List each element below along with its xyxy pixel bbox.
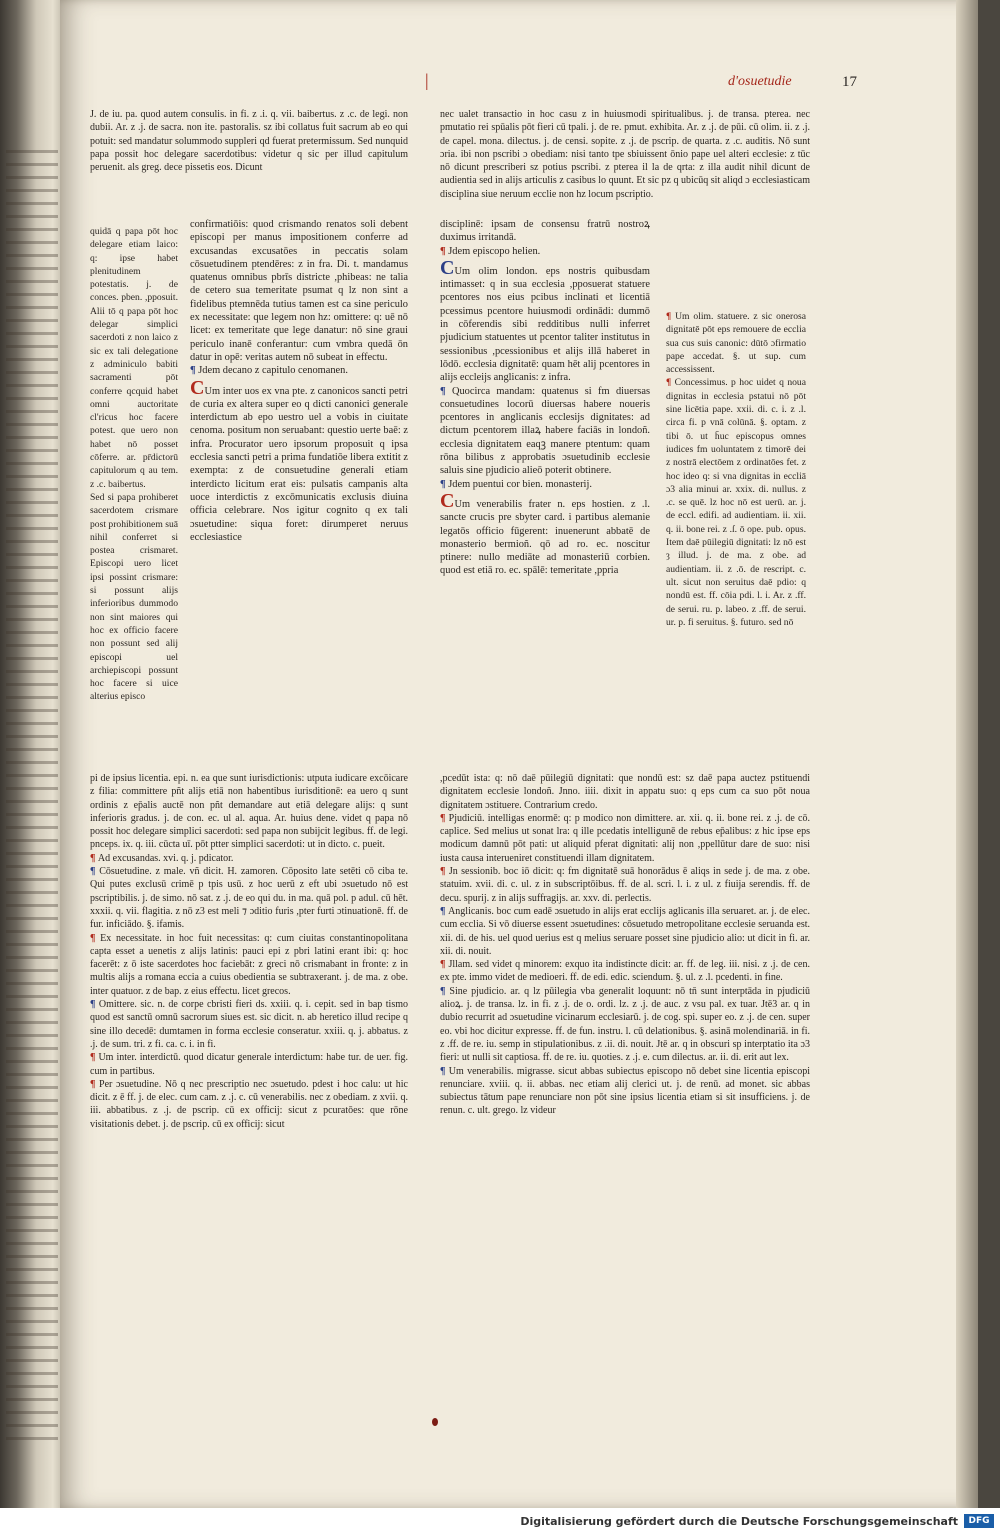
paragraph-mark: ¶ bbox=[440, 959, 449, 971]
paragraph-mark: ¶ bbox=[666, 377, 675, 389]
funding-credit: Digitalisierung gefördert durch die Deutsche Forschungsgemeinschaft bbox=[520, 1515, 958, 1528]
paragraph-mark: ¶ bbox=[90, 852, 98, 864]
rubric-heading: ¶ Jdem decano z capitulo cenomanen. bbox=[190, 365, 348, 377]
paragraph-mark: ¶ bbox=[440, 905, 449, 917]
gloss-paragraph: ¶ Um venerabilis. migrasse. sicut abbas subiectus episcopo nō debet sine licentia episcopi renunciare. xviii. q. ii. abbas. nec etiam alij clerici ut. j. de renū. ad monet. sic abbas subiectus tātum pape renunciare non pōt sine ipsius licentia etiam si sit insufficiens. j. de renun. c. ult. grego. lz videur bbox=[440, 1065, 811, 1117]
dfg-logo: DFG bbox=[964, 1514, 994, 1528]
gloss-paragraph: ¶ Um olim. statuere. z sic onerosa dignitatē pōt eps remouere de ecclia sua cus suis canonic: dūtō ɔfirmatio pape accedat. §. ut sup. cum accessissent. bbox=[666, 311, 806, 376]
gloss-paragraph: ¶ Um inter. interdictū. quod dicatur generale interdictum: habe tur. de uer. fig. cum in partibus. bbox=[90, 1052, 409, 1077]
page-fore-edge bbox=[956, 0, 978, 1508]
gloss-paragraph: ,pcedūt ista: q: nō daē pūilegiū dignitati: que nondū est: sz daē papa auctez pstituendi dignitatem ecclesie londoñ. Jnno. iiii. dixit in appatu suo: q eps cum ca suo pōt noua dignitatem ɔstituere. Contrarium credo. bbox=[440, 773, 810, 811]
paragraph-mark: ¶ bbox=[90, 1052, 99, 1064]
gloss-paragraph: ¶ Cōsuetudine. z male. vñ dicit. H. zamoren. Cōposito late setēti cō ciba te. Qui putes exclusū crimē p tpis usū. z hoc uerū z eft ubi ɔsuetudo nō est pscriptibilis. j. de simo. nō sat. z .j. de eo qui du. in ma. quā pol. p adul. cū hēt. xxxii. q. vii. flagitia. z nō z3 est meli ⁊ ɔditio furis ,pter furti ɔtinuationē. ff. de fur. inficiādo. §. ifamis. bbox=[90, 866, 408, 931]
rubric-heading: ¶ Jdem puentui cor bien. monasterij. bbox=[440, 478, 592, 490]
initial-c-red: C bbox=[190, 376, 205, 399]
gloss-paragraph: quidā q papa pōt hoc delegare etiam laico: q: ipse habet plenitudinem potestatis. j. de conces. pben. ,pposuit. Alii tō q papa pōt hoc delegar simplici sacerdoti z non laico z sic ex tali delegatione z adminiculo babiti sacramenti pōt conferre qcquid habet omni auctoritate cl'ricus hoc facere potest. que uero non habet nō posset cōferre. ar. pr̄dictorū capitulorum q au tem. z .c. baibertus. bbox=[90, 226, 178, 490]
paragraph-mark: ¶ bbox=[440, 478, 449, 490]
paragraph-mark: ¶ bbox=[90, 866, 100, 878]
gloss-paragraph: ¶ Jllam. sed videt q minorem: exquo ita indistincte dicit: ar. ff. de leg. iii. nisi. z .j. de cen. ex pte. immo videt de medioeri. ff. de edi. edic. sciendum. §. ul. z .l. pcedenti. in fine. bbox=[440, 959, 810, 984]
gloss-left-narrow bbox=[90, 225, 178, 704]
gloss-paragraph: J. de iu. pa. quod autem consulis. in fi. z .i. q. vii. baibertus. z .c. de legi. non dubii. Ar. z .j. de sacra. non ite. pastoralis. sz ibi collatus fuit sacrum ab eo qui potuit: sed mandatur solummodo suppleri qd fuerat pretermissum. Sed nunquid papa possit hoc delegare sacerdotibus: videtur q sic per illud capitulum peruenit. als greg. dece pissetis eos. Dicunt bbox=[90, 109, 408, 174]
main-paragraph: CUm inter uos ex vna pte. z canonicos sancti petri de curia ex altera super eo q dicti canonici generale interdictum ab epo uestro uel a vobis in ciuitate cenoma. positum non seruabant: questio uerte baē: z infra. Procurator uero ipsorum proposuit q ipsa ecclesia sancti petri a prima fundatiōe libera extitit z exempta: z de consuetudine generali etiam interdicto licitum erat eis: pulsatis campanis alta uoce interdictis z excōmunicatis exclusis diuina officia celebrare. Nos igitur cognito q ex tali ɔsuetudine: siqua foret: dirumperet neruus ecclesiastice bbox=[190, 376, 408, 543]
folio-number: 17 bbox=[842, 74, 857, 90]
initial-c-blue: C bbox=[440, 256, 455, 279]
gloss-paragraph: ¶ Jn sessionib. boc iō dicit: q: fm dignitatē suā honorādus ē aliqs in sede j. de ma. z obe. statuim. xvii. di. c. ul. z in subscriptōibus. ff. de al. scri. l. i. z ul. z fiuija serendis. ff. de decu. spurij. z in alijs suffragijs. ar. xxv. di. perlectis. bbox=[440, 866, 810, 904]
gloss-paragraph: Sed si papa prohiberet sacerdotem crismare post prohibitionem suā nihil conferret si postea crismaret. Episcopi uero licet ipsi possint crismare: si possunt alijs inferioribus dummodo non sint maiores qui hoc ex officio facere non possunt sed alij episcopi uel archiepiscopi possunt hoc facere si uice alterius episco bbox=[90, 491, 178, 703]
gloss-paragraph: ¶ Sine pjudicio. ar. q lz pūilegia vba generalit loquunt: nō tn̄ sunt interptāda in pjudiciū alioꝝ. j. de transa. lz. in fi. z .j. de o. ordi. lz. z .j. de auc. z vsu pal. ex tuar. Jtē3 ar. q in dubio recurrit ad ɔsuetudine vicinarum ecclesiarū. j. de cog. spi. super eo. z .j. de cen. super eo. vbi hoc dicitur expresse. ff. de fun. instru. l. cū delationibus. §. asinā molendinariā. in fi. z .ff. de re. iu. semp in stipulationibus. z .ii. di. nouit. Jtē ar. q in obscuri sp interptatio ita ɔ3 fieri: ut nulli sit captiosa. ff. de re. iu. quoties. z .j. e. cum dilectus. ar. ii. di. erit aut lex. bbox=[440, 985, 811, 1064]
gloss-left-top bbox=[90, 108, 408, 174]
paragraph-mark: ¶ bbox=[666, 311, 676, 322]
paragraph-mark: ¶ bbox=[440, 985, 450, 997]
ink-spot bbox=[432, 1418, 438, 1426]
gloss-paragraph: pi de ipsius licentia. epi. n. ea que sunt iurisdictionis: utputa iudicare excōicare z filia: committere pñt alijs etiā non habentibus iurisditionē: ea uero q sunt ordinis z ep̄alis auctē non pñt demandare aut etiā delegare alijs: q sunt inferioris gradus. j. de con. ec. ul al. aqua. Ar. huius dene. videt q papa nō possit hoc delegare simplici sacerdoti: sed papa non subijcit legibus. ff. de legi. pnceps. ix. q. iii. cūcta uī. pōt ptter simplici sacerdoti: ut in dicto. c. pueit. bbox=[90, 773, 408, 851]
paragraph-mark: ¶ bbox=[440, 812, 449, 824]
previous-page-text-lines bbox=[6, 150, 58, 1450]
footer-bar bbox=[0, 1508, 1000, 1534]
paragraph-mark: ¶ bbox=[90, 1078, 100, 1090]
initial-c-red: C bbox=[440, 489, 455, 512]
main-paragraph: disciplinē: ipsam de consensu fratrū nostroꝝ duximus irritandā. bbox=[440, 219, 650, 244]
paragraph-mark: ¶ bbox=[190, 365, 199, 377]
gloss-paragraph: ¶ Anglicanis. boc cum eadē ɔsuetudo in alijs erat ecclijs aglicanis illa seruaret. ar. j. de elec. cum ecclia. Si vō diuerse essent ɔsuetudines: cōsuetudo metropolitane ecclesie seruanda est. xii. di. de his. uel quod uerius est q melius seruare posset sine pjudicio alio: ut dicit in fi. ar. xii. di. nouit. bbox=[440, 905, 810, 957]
rubric-heading: ¶ Jdem episcopo helien. bbox=[440, 245, 541, 257]
main-paragraph: CUm venerabilis frater n. eps hostien. z .l. sancte crucis pre sbyter card. i partibus alemanie legatōs officio fūgerent: inuenerunt abbatē de monasterio bermioñ. qō ad ro. ec. noscitur ptinere: nullo mediāte ad monasteriū corbien. quod est etiā ro. ec. spālē: temeritate ,ppria bbox=[440, 489, 650, 577]
gloss-right-top bbox=[440, 108, 810, 201]
gloss-paragraph: ¶ Ex necessitate. in hoc fuit necessitas: q: cum ciuitas constantinopolitana capta esset a uenetis z alijs latinis: pauci epi z pbri latini erant ibi: q: hoc facerēt: z ō iste sacerdotes hoc faciebāt: z greci nō crismabant in fronte: z in multis alijs a romana eccia a cuius obedientia se subtraxerant. j. de ma. z obe. inter quatuor. z de bap. z eius effectu. licet grecos. bbox=[90, 932, 408, 997]
paragraph-mark: ¶ bbox=[440, 866, 449, 878]
gloss-paragraph: ¶ Ad excusandas. xvi. q. j. pdicator. bbox=[90, 852, 234, 864]
paragraph-mark: ¶ bbox=[90, 999, 99, 1011]
gloss-right-narrow bbox=[666, 310, 806, 629]
gloss-paragraph: ¶ Concessimus. p hoc uidet q noua dignitas in ecclesia pstatui nō pōt sine licētia pape. xxii. di. c. i. z .l. circa fi. p vnā colūnā. §. optam. z tibi ō. ut h̄uc episcopus omnes iudices fm uoluntatem z timorē dei z nostrā electōem z ordinatōes fet. z hoc ideo q: si vna dignitas in eccliā ɔ3 alia minui ar. xxix. di. nullus. z .c. se quē. lz hoc nō est uerū. ar. j. de eccl. edifi. ad audientiam. ii. xii. q. ii. bone rei. z .ſ. ō ope. pub. opus. Item daē pūilegiū dignitati: lz nō est ȝ illud. j. de ma. z obe. ad audientiam. ii. z .ō. de rescript. c. ult. sicut non seruitus daē pdio: q nondū est. ff. cōia pdi. l. i. Ar. z .ff. de serui. ru. p. labeo. z .ff. de serui. ur. p. fi seruitus. §. futuro. sed nō bbox=[666, 377, 806, 628]
gloss-paragraph: ¶ Omittere. sic. n. de corpe cbristi fieri ds. xxiii. q. i. cepit. sed in bap tismo quod est sanctū omnū sacrorum siues est. sic dicit. n. ab heretico illud recipe q sine illo decedē: dumtamen in forma ecclesie conseratur. xxiii. q. j. abbatus. z .j. de sum. tri. z fi. ca. c. i. in fi. bbox=[90, 999, 408, 1050]
gloss-paragraph: nec ualet transactio in hoc casu z in huiusmodi spiritualibus. j. de transa. pterea. nec pmutatio rei spūalis pōt fieri cū tpali. j. de re. pmut. exhibita. Ar. z .j. de pūi. cū olim. ii. z .j. de capel. mona. dilectus. j. de censi. sopite. z .j. de pscrip. de quarta. z .c. auditis. Nō sunt ɔria. ibi non pscribi ɔ obediam: nisi tanto tpe sbiuissent ōnio pape uel alteri ecclesie: z tūc nō dicunt prescriberi sz potius pscribi. z pterea il la de qrta: z illa audit nihil dicunt de audientia sed in alijs articulis z casibus lo quunt. Et sic pz q ubicūq sit aliqd ɔ ecclesiasticam disciplina siue neruum ecclie non hz locum pscriptio. bbox=[440, 109, 810, 200]
main-paragraph: CUm olim london. eps nostris quibusdam intimasset: q in sua ecclesia ,pposuerat statuere pcentores nos eius pcibus inclinati et licentiā pcessimus pcentore huiusmodi ordinādi: dummō in cōferendis sibi redditibus nulli inferret pjudicium statuentes ut pcentor taliter institutus in sessionibus ,pcessionibus et alijs illā haberet in lōdō. ecclesia dignitatē: quam hēt alij pcentores in alijs eccleijs anglicanis: z infra. bbox=[440, 256, 650, 384]
running-head: d'osuetudie bbox=[728, 74, 792, 89]
gloss-paragraph: ¶ Pjudiciū. intelligas enormē: q: p modico non dimittere. ar. xii. q. ii. bone rei. z .j. de cō. caplice. Sed melius ut sonat lra: q ille pcedatis intelligunē de rebus ep̄alibus: z hic ipse eps modicum damnū pōt pati: ut aliquid pferat dignitati: alij non ,ppellūtur dare de suo: nisi iusta causa interueniret constituendi illam dignitatem. bbox=[440, 812, 810, 864]
paragraph-mark: ¶ bbox=[90, 932, 101, 944]
gloss-paragraph: ¶ Per ɔsuetudine. Nō q nec prescriptio nec ɔsuetudo. pdest i hoc calu: ut hic dicit. z ē ff. j. de elec. cum cam. z .j. c. cū venerabilis. nec z obediam. z xvii. q. iii. abbatibus. z .j. de pscrip. cū ex officij: sicut z pcuratōes: que rōne visitationis debet. j. de pscrip. cū ex officij: sicut bbox=[90, 1078, 408, 1130]
previous-page-edge bbox=[0, 0, 66, 1508]
main-paragraph: ¶ Quocirca mandam: quatenus si fm diuersas consuetudines locorū diuersas habere noueris pcentores in anglicanis ecclesijs dignitates: ad dictum pcentorem illaꝝ habere faciās in londoñ. ecclesia dignitatem eaqꝫ manere ptentum: quam rōna bilibus z approbatis ɔsuetudinib ecclesie saluis sine pjudicio alieō poterit obtinere. bbox=[440, 385, 650, 477]
main-text-right bbox=[440, 218, 650, 578]
gloss-left-bottom bbox=[90, 772, 408, 1131]
main-paragraph: confirmatiōis: quod crismando renatos soli debent episcopi per manus impositionem conferre ad excusandas excusatōes in peccatis solam cōsuetudinem ptendēres: z in fra. Di. t. mandamus quatenus omnibus pbrīs districte ,phibeas: ne talia de cetero sua temeritate psumat q lz non sint a fidelibus ptemnēda tutius tamen est ca sine periculo ex necessitate: que legem non hz: omittere: q: uē nō licet: ex temeritate que lege danatur: nō sine graui periculo inanē conferantur: cum vmbra quedā ōn datur in opē: veritas autem nō subeat in effectu. bbox=[190, 219, 408, 363]
paragraph-mark: ¶ bbox=[440, 245, 449, 257]
gloss-bottom-right bbox=[440, 772, 810, 1118]
main-text-left bbox=[190, 218, 408, 544]
paragraph-mark: ¶ bbox=[440, 1065, 449, 1077]
paragraph-mark: ¶ bbox=[440, 385, 452, 397]
ink-mark: | bbox=[425, 70, 429, 90]
